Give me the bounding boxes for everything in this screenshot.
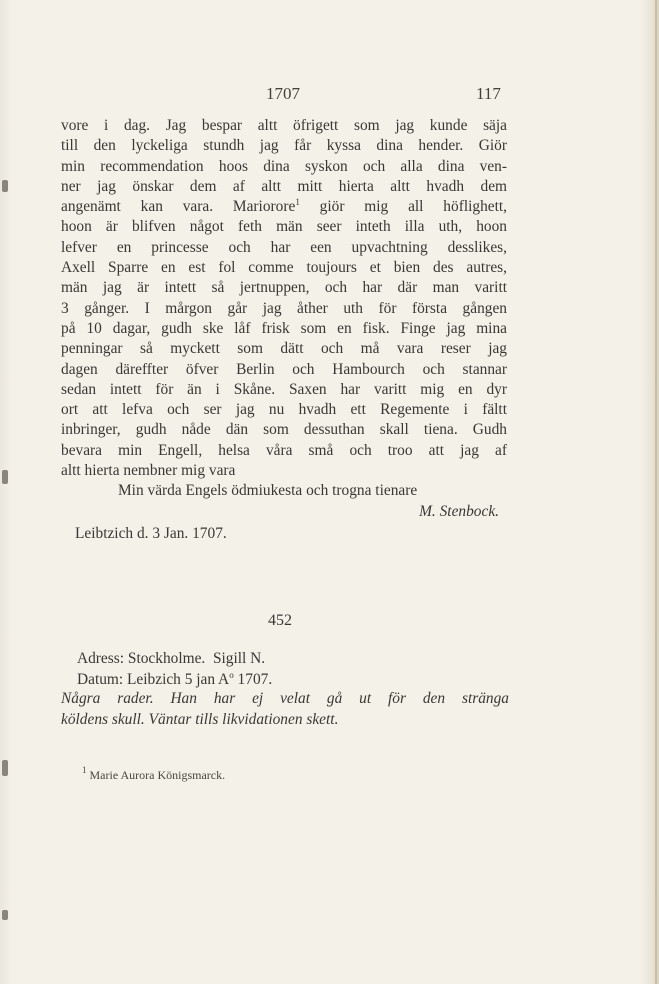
margin-mark — [2, 910, 8, 920]
footnote-text: Marie Aurora Königsmarck. — [89, 768, 226, 782]
letter-place-date: Leibtzich d. 3 Jan. 1707. — [75, 524, 227, 542]
letter-line: ner jag önskar dem af altt mitt hierta altt hvadh dem — [61, 177, 507, 195]
address-row — [77, 648, 272, 669]
letter-line: på 10 dagar, gudh ske låf frisk som en fisk. Finge jag mina — [61, 319, 507, 337]
footnote-ref: 1 — [295, 197, 300, 208]
entry-metadata — [77, 648, 272, 690]
letter-line-text: giör mig all höflighett, — [319, 198, 507, 216]
letter-line: inbringer, gudh nåde dän som dessuthan skall tiena. Gudh — [61, 421, 507, 439]
letter-line: ort att lefva och ser jag nu hvadh ett Regemente i fältt — [61, 401, 507, 419]
entry-number: 452 — [268, 612, 292, 629]
seal-info: Sigill N. — [212, 650, 266, 667]
date-value: Leibzich 5 jan A — [127, 671, 230, 688]
letter-line: vore i dag. Jag bespar altt öfrigett som jag kunde säja — [61, 117, 507, 134]
letter-signature: M. Stenbock. — [419, 502, 499, 520]
page-edge — [655, 0, 657, 984]
letter-line-with-footnote — [61, 197, 507, 217]
letter-closing: Min värda Engels ödmiukesta och trogna tienare — [118, 482, 418, 500]
margin-mark — [2, 180, 8, 192]
date-row — [77, 669, 272, 690]
note-line: Några rader. Han har ej velat gå ut för den stränga — [61, 690, 509, 707]
letter-line: penningar så myckett som dätt och må vara reser jag — [61, 340, 507, 358]
address-label: Adress: — [77, 650, 125, 667]
date-year: 1707. — [237, 671, 273, 688]
footnote-marker: 1 — [82, 765, 87, 775]
letter-line: altt hierta nembner mig vara — [61, 462, 236, 480]
letter-line: till den lyckeliga stundh jag får kyssa dina hender. Giör — [61, 137, 507, 155]
date-superscript: o — [229, 670, 234, 680]
date-label: Datum: — [77, 671, 124, 688]
header-year: 1707 — [266, 84, 300, 103]
margin-mark — [2, 470, 8, 484]
address-value: Stockholme. — [127, 650, 206, 667]
note-line: köldens skull. Väntar tills likvidationen skett. — [61, 711, 339, 728]
letter-line: lefver en princesse och har een upvachtning desslikes, — [61, 238, 507, 256]
letter-line: hoon är blifven något feth män seer inteth illa uth, hoon — [61, 218, 507, 236]
running-header — [0, 84, 659, 108]
page-number: 117 — [476, 84, 501, 103]
footnote — [82, 765, 226, 783]
letter-body — [61, 116, 507, 546]
letter-line: bevara min Engell, helsa våra små och troo att jag af — [61, 441, 507, 459]
letter-line: min recommendation hoos dina syskon och alla dina ven- — [61, 157, 507, 175]
margin-mark — [2, 760, 8, 776]
letter-line-text: angenämt kan vara. Mariorore — [61, 198, 296, 216]
letter-line: dagen däreffter öfver Berlin och Hambourch och stannar — [61, 360, 507, 378]
editor-note — [61, 688, 509, 730]
letter-line: 3 gånger. I mårgon går jag åther uth för första gången — [61, 299, 507, 317]
letter-line: män jag är intett så jertnuppen, och har där man varitt — [61, 279, 507, 297]
letter-line: Axell Sparre en est fol comme toujours et bien des autres, — [61, 259, 507, 277]
letter-line: sedan intett för än i Skåne. Saxen har varitt mig en dyr — [61, 380, 507, 398]
